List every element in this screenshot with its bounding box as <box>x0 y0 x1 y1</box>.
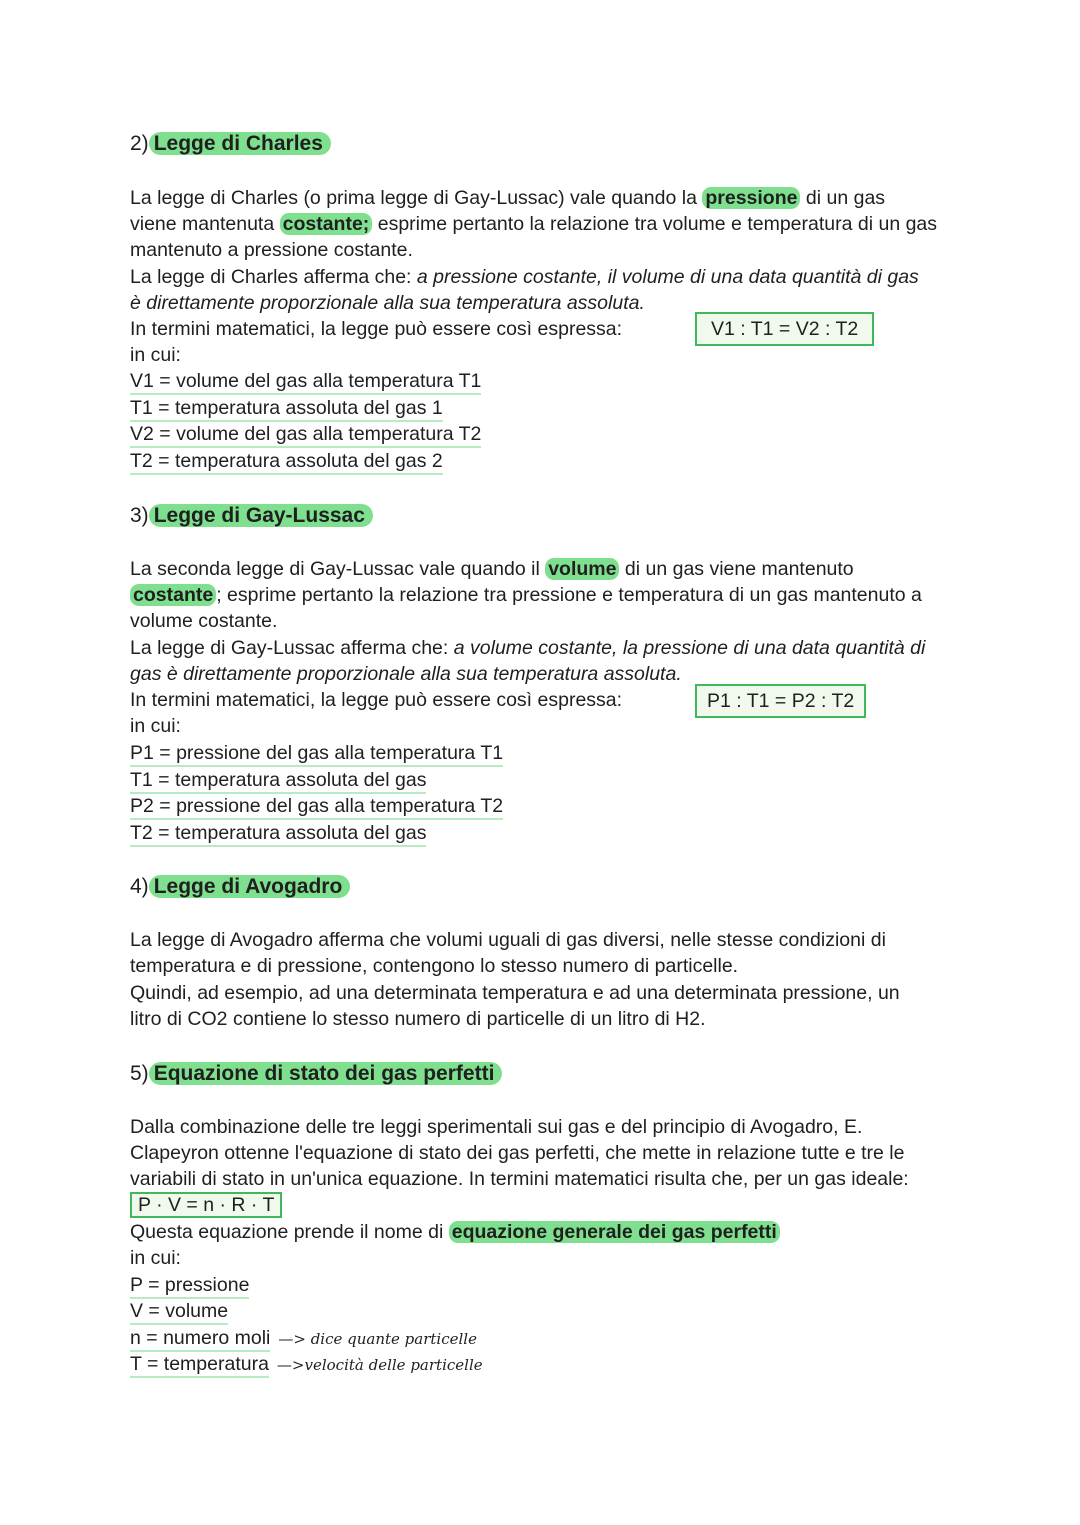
paragraph-line: Dalla combinazione delle tre leggi sperimentali sui gas e del principio di Avogadro, E. <box>130 1116 863 1138</box>
definition-line: P = pressione <box>130 1272 249 1299</box>
definition-line: n = numero moli —> dice quante particelle <box>130 1325 477 1352</box>
definition-line: V1 = volume del gas alla temperatura T1 <box>130 368 481 395</box>
paragraph-line: è direttamente proporzionale alla sua temperatura assoluta. <box>130 292 645 314</box>
paragraph-line: La seconda legge di Gay-Lussac vale quando il volume di un gas viene mantenuto <box>130 558 854 580</box>
paragraph-line <box>130 1192 282 1218</box>
keyword-highlight: equazione generale dei gas perfetti <box>449 1221 780 1243</box>
paragraph-line: gas è direttamente proporzionale alla sua temperatura assoluta. <box>130 663 682 685</box>
paragraph-line: costante ; esprime pertanto la relazione tra pressione e temperatura di un gas mantenuto a <box>130 582 922 608</box>
paragraph-line: litro di CO2 contiene lo stesso numero di particelle di un litro di H2. <box>130 1008 706 1030</box>
keyword-highlight: costante; <box>280 213 373 235</box>
heading-highlight: Legge di Avogadro <box>149 875 351 898</box>
definition-line: T1 = temperatura assoluta del gas <box>130 767 426 794</box>
paragraph-line: In termini matematici, la legge può essere così espressa: <box>130 689 623 711</box>
definition-line: T1 = temperatura assoluta del gas 1 <box>130 395 443 422</box>
paragraph-line: in cui: <box>130 715 181 737</box>
formula-box: P · V = n · R · T <box>130 1192 282 1218</box>
handwritten-note: —>velocità delle particelle <box>276 1356 483 1374</box>
paragraph-line: variabili di stato in un'unica equazione. In termini matematici risulta che, per un gas ideale: <box>130 1168 909 1190</box>
paragraph-line: Quindi, ad esempio, ad una determinata temperatura e ad una determinata pressione, un <box>130 982 900 1004</box>
paragraph-line: in cui: <box>130 1247 181 1269</box>
handwritten-note: —> dice quante particelle <box>278 1330 477 1348</box>
keyword-highlight: costante <box>130 584 216 606</box>
heading-highlight: Legge di Charles <box>149 132 331 155</box>
paragraph-line: La legge di Charles (o prima legge di Gay-Lussac) vale quando la pressione di un gas <box>130 187 886 209</box>
heading-highlight: Legge di Gay-Lussac <box>149 504 373 527</box>
definition-line: V2 = volume del gas alla temperatura T2 <box>130 421 481 448</box>
paragraph-line: viene mantenuta costante; esprime pertanto la relazione tra volume e temperatura di un gas <box>130 213 938 235</box>
section-heading-equazione: 5) Equazione di stato dei gas perfetti <box>130 1060 502 1088</box>
definition-line: T2 = temperatura assoluta del gas <box>130 820 426 847</box>
paragraph-line: in cui: <box>130 344 181 366</box>
formula-box: P1 : T1 = P2 : T2 <box>695 684 866 718</box>
paragraph-line: In termini matematici, la legge può essere così espressa: <box>130 318 623 340</box>
paragraph-line: La legge di Avogadro afferma che volumi uguali di gas diversi, nelle stesse condizioni di <box>130 929 886 951</box>
formula-box: V1 : T1 = V2 : T2 <box>695 312 874 346</box>
paragraph-line: Questa equazione prende il nome di equazione generale dei gas perfetti <box>130 1219 780 1245</box>
paragraph-line: Clapeyron ottenne l'equazione di stato dei gas perfetti, che mette in relazione tutte e tre le <box>130 1142 905 1164</box>
definition-line: T2 = temperatura assoluta del gas 2 <box>130 448 443 475</box>
paragraph-line: temperatura e di pressione, contengono lo stesso numero di particelle. <box>130 955 739 977</box>
definition-line: V = volume <box>130 1298 228 1325</box>
section-heading-gay-lussac: 3) Legge di Gay-Lussac <box>130 502 373 530</box>
paragraph-line: La legge di Gay-Lussac afferma che: a volume costante, la pressione di una data quantità di <box>130 637 926 659</box>
heading-highlight: Equazione di stato dei gas perfetti <box>149 1062 503 1085</box>
definition-line: P1 = pressione del gas alla temperatura T1 <box>130 740 503 767</box>
paragraph-line: volume costante. <box>130 610 278 632</box>
definition-line: P2 = pressione del gas alla temperatura T2 <box>130 793 503 820</box>
section-heading-avogadro: 4) Legge di Avogadro <box>130 873 350 901</box>
paragraph-line: mantenuto a pressione costante. <box>130 239 413 261</box>
section-heading-charles: 2) Legge di Charles <box>130 130 331 158</box>
keyword-highlight: pressione <box>702 187 800 209</box>
definition-line: T = temperatura —>velocità delle particelle <box>130 1351 483 1378</box>
paragraph-line: La legge di Charles afferma che: a pressione costante, il volume di una data quantità di gas <box>130 266 919 288</box>
keyword-highlight: volume <box>545 558 619 580</box>
